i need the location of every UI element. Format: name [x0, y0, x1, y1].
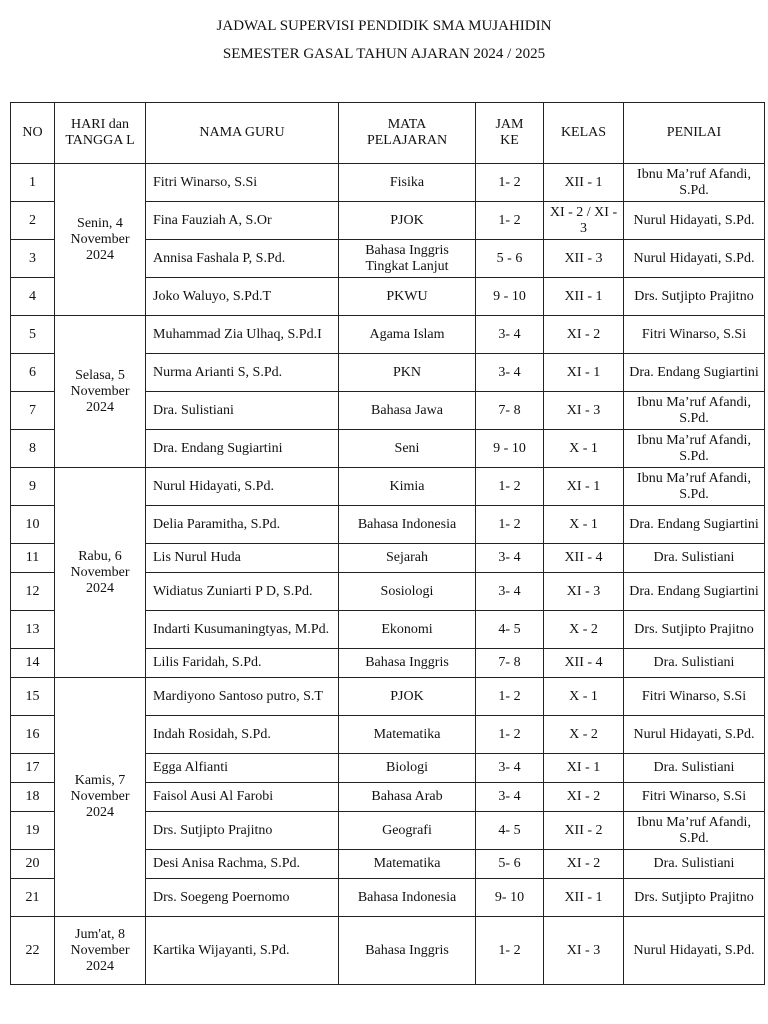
cell-mapel: PKN — [339, 354, 476, 392]
cell-nama: Delia Paramitha, S.Pd. — [146, 506, 339, 544]
cell-hari-tanggal: Kamis, 7 November 2024 — [55, 678, 146, 917]
cell-no: 19 — [11, 812, 55, 850]
cell-nama: Dra. Endang Sugiartini — [146, 430, 339, 468]
cell-nama: Egga Alfianti — [146, 754, 339, 783]
cell-kelas: XI - 1 — [544, 754, 624, 783]
cell-mapel: Ekonomi — [339, 611, 476, 649]
header-jam-ke: JAM KE — [476, 103, 544, 164]
cell-no: 5 — [11, 316, 55, 354]
cell-kelas: X - 2 — [544, 611, 624, 649]
cell-penilai: Dra. Endang Sugiartini — [624, 506, 765, 544]
cell-kelas: X - 1 — [544, 430, 624, 468]
cell-no: 2 — [11, 202, 55, 240]
cell-hari-tanggal: Selasa, 5 November 2024 — [55, 316, 146, 468]
table-row — [11, 316, 765, 354]
cell-nama: Widiatus Zuniarti P D, S.Pd. — [146, 573, 339, 611]
cell-penilai: Nurul Hidayati, S.Pd. — [624, 202, 765, 240]
cell-no: 20 — [11, 850, 55, 879]
cell-nama: Drs. Sutjipto Prajitno — [146, 812, 339, 850]
cell-jam: 9 - 10 — [476, 430, 544, 468]
cell-penilai: Dra. Sulistiani — [624, 754, 765, 783]
cell-penilai: Drs. Sutjipto Prajitno — [624, 611, 765, 649]
cell-kelas: XI - 1 — [544, 354, 624, 392]
cell-no: 8 — [11, 430, 55, 468]
cell-mapel: PJOK — [339, 678, 476, 716]
cell-no: 22 — [11, 917, 55, 985]
cell-kelas: XII - 2 — [544, 812, 624, 850]
cell-penilai: Dra. Sulistiani — [624, 649, 765, 678]
cell-kelas: X - 2 — [544, 716, 624, 754]
cell-penilai: Ibnu Ma’ruf Afandi, S.Pd. — [624, 430, 765, 468]
table-body — [11, 164, 765, 985]
cell-penilai: Ibnu Ma’ruf Afandi, S.Pd. — [624, 164, 765, 202]
cell-penilai: Fitri Winarso, S.Si — [624, 316, 765, 354]
cell-penilai: Fitri Winarso, S.Si — [624, 783, 765, 812]
cell-penilai: Ibnu Ma’ruf Afandi, S.Pd. — [624, 468, 765, 506]
cell-mapel: Bahasa Indonesia — [339, 879, 476, 917]
cell-jam: 1- 2 — [476, 202, 544, 240]
cell-nama: Drs. Soegeng Poernomo — [146, 879, 339, 917]
cell-mapel: Kimia — [339, 468, 476, 506]
cell-mapel: Geografi — [339, 812, 476, 850]
cell-nama: Mardiyono Santoso putro, S.T — [146, 678, 339, 716]
cell-no: 13 — [11, 611, 55, 649]
cell-jam: 4- 5 — [476, 611, 544, 649]
document-subtitle: SEMESTER GASAL TAHUN AJARAN 2024 / 2025 — [222, 46, 546, 62]
header-no: NO — [11, 103, 55, 164]
cell-jam: 3- 4 — [476, 783, 544, 812]
header-penilai: PENILAI — [624, 103, 765, 164]
cell-kelas: XI - 2 — [544, 850, 624, 879]
cell-kelas: XI - 3 — [544, 573, 624, 611]
cell-penilai: Ibnu Ma’ruf Afandi, S.Pd. — [624, 392, 765, 430]
cell-jam: 3- 4 — [476, 544, 544, 573]
cell-jam: 7- 8 — [476, 649, 544, 678]
cell-mapel: Fisika — [339, 164, 476, 202]
cell-jam: 3- 4 — [476, 354, 544, 392]
cell-kelas: XI - 2 / XI - 3 — [544, 202, 624, 240]
cell-no: 21 — [11, 879, 55, 917]
cell-nama: Indarti Kusumaningtyas, M.Pd. — [146, 611, 339, 649]
cell-no: 10 — [11, 506, 55, 544]
cell-no: 18 — [11, 783, 55, 812]
cell-hari-tanggal: Senin, 4 November 2024 — [55, 164, 146, 316]
cell-mapel: Biologi — [339, 754, 476, 783]
cell-kelas: XI - 1 — [544, 468, 624, 506]
cell-no: 16 — [11, 716, 55, 754]
header-kelas: KELAS — [544, 103, 624, 164]
cell-nama: Joko Waluyo, S.Pd.T — [146, 278, 339, 316]
cell-mapel: Bahasa Inggris — [339, 649, 476, 678]
cell-kelas: X - 1 — [544, 506, 624, 544]
cell-no: 9 — [11, 468, 55, 506]
cell-jam: 3- 4 — [476, 316, 544, 354]
cell-jam: 9 - 10 — [476, 278, 544, 316]
cell-jam: 5 - 6 — [476, 240, 544, 278]
cell-mapel: Sosiologi — [339, 573, 476, 611]
cell-nama: Fitri Winarso, S.Si — [146, 164, 339, 202]
table-row — [11, 468, 765, 506]
cell-nama: Desi Anisa Rachma, S.Pd. — [146, 850, 339, 879]
cell-nama: Lilis Faridah, S.Pd. — [146, 649, 339, 678]
cell-nama: Nurma Arianti S, S.Pd. — [146, 354, 339, 392]
cell-no: 14 — [11, 649, 55, 678]
schedule-table — [10, 102, 765, 985]
cell-no: 15 — [11, 678, 55, 716]
cell-nama: Nurul Hidayati, S.Pd. — [146, 468, 339, 506]
cell-penilai: Drs. Sutjipto Prajitno — [624, 879, 765, 917]
cell-no: 6 — [11, 354, 55, 392]
cell-nama: Dra. Sulistiani — [146, 392, 339, 430]
cell-hari-tanggal: Jum'at, 8 November 2024 — [55, 917, 146, 985]
cell-penilai: Dra. Endang Sugiartini — [624, 573, 765, 611]
cell-kelas: XI - 3 — [544, 392, 624, 430]
cell-jam: 1- 2 — [476, 164, 544, 202]
cell-nama: Faisol Ausi Al Farobi — [146, 783, 339, 812]
cell-mapel: Matematika — [339, 850, 476, 879]
cell-kelas: XII - 3 — [544, 240, 624, 278]
cell-kelas: XII - 4 — [544, 649, 624, 678]
cell-no: 4 — [11, 278, 55, 316]
cell-jam: 5- 6 — [476, 850, 544, 879]
cell-jam: 1- 2 — [476, 678, 544, 716]
cell-kelas: XI - 3 — [544, 917, 624, 985]
cell-jam: 1- 2 — [476, 506, 544, 544]
cell-no: 17 — [11, 754, 55, 783]
cell-mapel: Bahasa Inggris — [339, 917, 476, 985]
cell-kelas: XII - 1 — [544, 879, 624, 917]
cell-jam: 3- 4 — [476, 754, 544, 783]
cell-penilai: Nurul Hidayati, S.Pd. — [624, 240, 765, 278]
cell-penilai: Drs. Sutjipto Prajitno — [624, 278, 765, 316]
cell-mapel: Bahasa Inggris Tingkat Lanjut — [339, 240, 476, 278]
header-nama-guru: NAMA GURU — [146, 103, 339, 164]
cell-no: 3 — [11, 240, 55, 278]
cell-penilai: Fitri Winarso, S.Si — [624, 678, 765, 716]
cell-nama: Fina Fauziah A, S.Or — [146, 202, 339, 240]
cell-penilai: Dra. Sulistiani — [624, 544, 765, 573]
cell-mapel: PJOK — [339, 202, 476, 240]
cell-nama: Annisa Fashala P, S.Pd. — [146, 240, 339, 278]
cell-jam: 9- 10 — [476, 879, 544, 917]
cell-penilai: Ibnu Ma’ruf Afandi, S.Pd. — [624, 812, 765, 850]
cell-hari-tanggal: Rabu, 6 November 2024 — [55, 468, 146, 678]
cell-jam: 1- 2 — [476, 917, 544, 985]
cell-jam: 1- 2 — [476, 716, 544, 754]
cell-mapel: Bahasa Indonesia — [339, 506, 476, 544]
cell-mapel: Bahasa Arab — [339, 783, 476, 812]
cell-kelas: XI - 2 — [544, 783, 624, 812]
cell-nama: Kartika Wijayanti, S.Pd. — [146, 917, 339, 985]
cell-jam: 3- 4 — [476, 573, 544, 611]
cell-no: 12 — [11, 573, 55, 611]
cell-kelas: XI - 2 — [544, 316, 624, 354]
cell-penilai: Dra. Endang Sugiartini — [624, 354, 765, 392]
cell-jam: 1- 2 — [476, 468, 544, 506]
header-mata-pelajaran: MATA PELAJARAN — [339, 103, 476, 164]
cell-kelas: XII - 1 — [544, 164, 624, 202]
cell-penilai: Nurul Hidayati, S.Pd. — [624, 716, 765, 754]
cell-penilai: Dra. Sulistiani — [624, 850, 765, 879]
cell-mapel: Sejarah — [339, 544, 476, 573]
table-row — [11, 678, 765, 716]
cell-no: 11 — [11, 544, 55, 573]
cell-no: 7 — [11, 392, 55, 430]
cell-no: 1 — [11, 164, 55, 202]
cell-kelas: X - 1 — [544, 678, 624, 716]
cell-mapel: Agama Islam — [339, 316, 476, 354]
cell-kelas: XII - 1 — [544, 278, 624, 316]
cell-mapel: Seni — [339, 430, 476, 468]
cell-mapel: Matematika — [339, 716, 476, 754]
cell-nama: Lis Nurul Huda — [146, 544, 339, 573]
document-title: JADWAL SUPERVISI PENDIDIK SMA MUJAHIDIN — [216, 18, 552, 34]
cell-jam: 4- 5 — [476, 812, 544, 850]
cell-mapel: PKWU — [339, 278, 476, 316]
cell-kelas: XII - 4 — [544, 544, 624, 573]
cell-nama: Muhammad Zia Ulhaq, S.Pd.I — [146, 316, 339, 354]
table-header-row — [11, 103, 765, 164]
header-hari: HARI dan TANGGA L — [55, 103, 146, 164]
cell-mapel: Bahasa Jawa — [339, 392, 476, 430]
cell-nama: Indah Rosidah, S.Pd. — [146, 716, 339, 754]
table-row — [11, 164, 765, 202]
cell-jam: 7- 8 — [476, 392, 544, 430]
cell-penilai: Nurul Hidayati, S.Pd. — [624, 917, 765, 985]
table-row — [11, 917, 765, 985]
